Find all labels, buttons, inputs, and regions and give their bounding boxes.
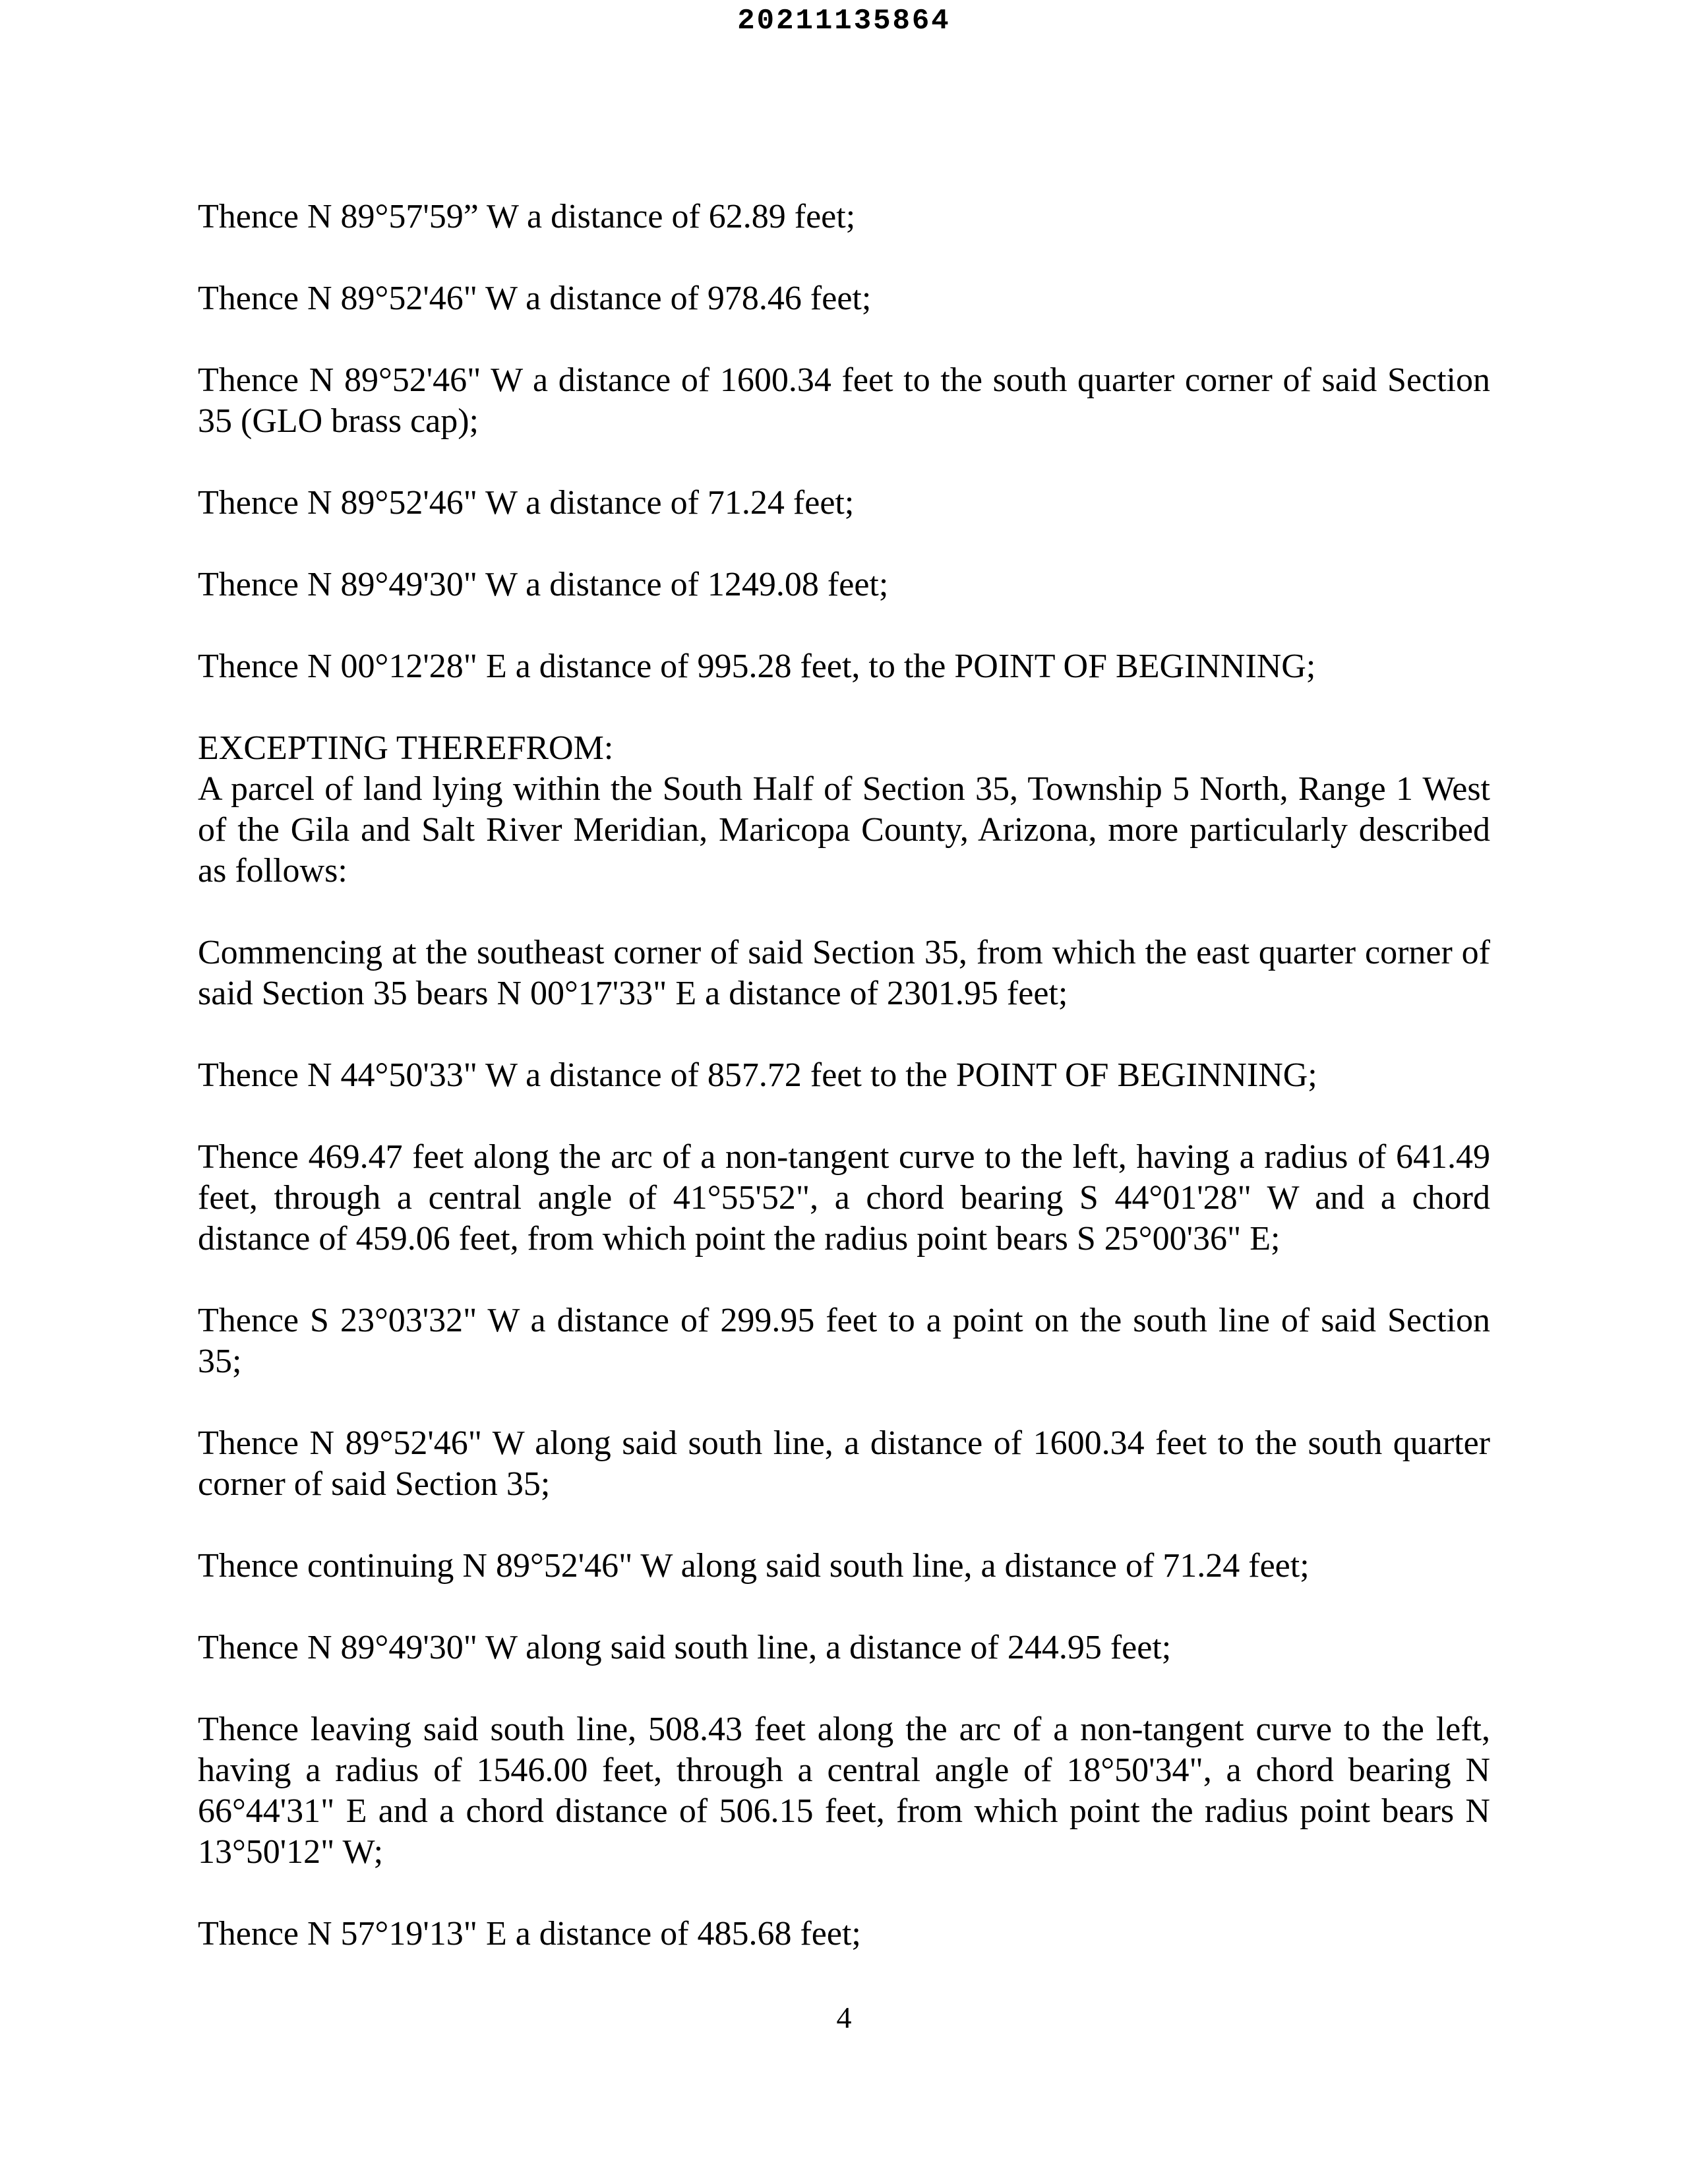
- paragraph-course-4: Thence N 89°52'46" W a distance of 71.24 feet;: [198, 484, 855, 522]
- paragraph-course-5: Thence N 89°49'30" W a distance of 1249.08 feet;: [198, 566, 889, 603]
- paragraph-course-2: Thence N 89°52'46" W a distance of 978.46 feet;: [198, 280, 872, 317]
- exception-course-2: Thence 469.47 feet along the arc of a non-tangent curve to the left, having a radius of 641.49 feet, through a central angle of 41°55'52", a chord bearing S 44°01'28" W and a chord distance of 459.06 feet, from which point the radius point bears S 25°00'36" E;: [198, 1138, 1490, 1258]
- paragraph-course-1: Thence N 89°57'59” W a distance of 62.89 feet;: [198, 198, 856, 235]
- paragraph-course-3: Thence N 89°52'46" W a distance of 1600.34 feet to the south quarter corner of said Section 35 (GLO brass cap);: [198, 361, 1490, 440]
- exception-commencing-paragraph: Commencing at the southeast corner of said Section 35, from which the east quarter corner of said Section 35 bears N 00°17'33" E a distance of 2301.95 feet;: [198, 934, 1490, 1012]
- exception-course-7: Thence leaving said south line, 508.43 feet along the arc of a non-tangent curve to the left, having a radius of 1546.00 feet, through a central angle of 18°50'34", a chord bearing N 66°44'31" E and a chord distance of 506.15 feet, from which point the radius point bears N 13°50'12" W;: [198, 1711, 1490, 1871]
- exception-course-8: Thence N 57°19'13" E a distance of 485.68 feet;: [198, 1915, 861, 1953]
- document-number: 20211135864: [737, 5, 951, 38]
- exception-heading: EXCEPTING THEREFROM:: [198, 729, 614, 767]
- exception-parcel-description: A parcel of land lying within the South Half of Section 35, Township 5 North, Range 1 West of the Gila and Salt River Meridian, Maricopa County, Arizona, more particularly described as follows:: [198, 770, 1490, 890]
- legal-description-body: [198, 197, 1490, 1995]
- exception-course-5: Thence continuing N 89°52'46" W along said south line, a distance of 71.24 feet;: [198, 1547, 1310, 1585]
- paragraph-course-6: Thence N 00°12'28" E a distance of 995.28 feet, to the POINT OF BEGINNING;: [198, 648, 1316, 685]
- exception-course-4: Thence N 89°52'46" W along said south line, a distance of 1600.34 feet to the south quarter corner of said Section 35;: [198, 1424, 1490, 1503]
- page-number: 4: [836, 2001, 852, 2034]
- exception-course-3: Thence S 23°03'32" W a distance of 299.95 feet to a point on the south line of said Section 35;: [198, 1302, 1490, 1380]
- exception-course-1: Thence N 44°50'33" W a distance of 857.72 feet to the POINT OF BEGINNING;: [198, 1056, 1317, 1094]
- exception-course-6: Thence N 89°49'30" W along said south line, a distance of 244.95 feet;: [198, 1629, 1172, 1666]
